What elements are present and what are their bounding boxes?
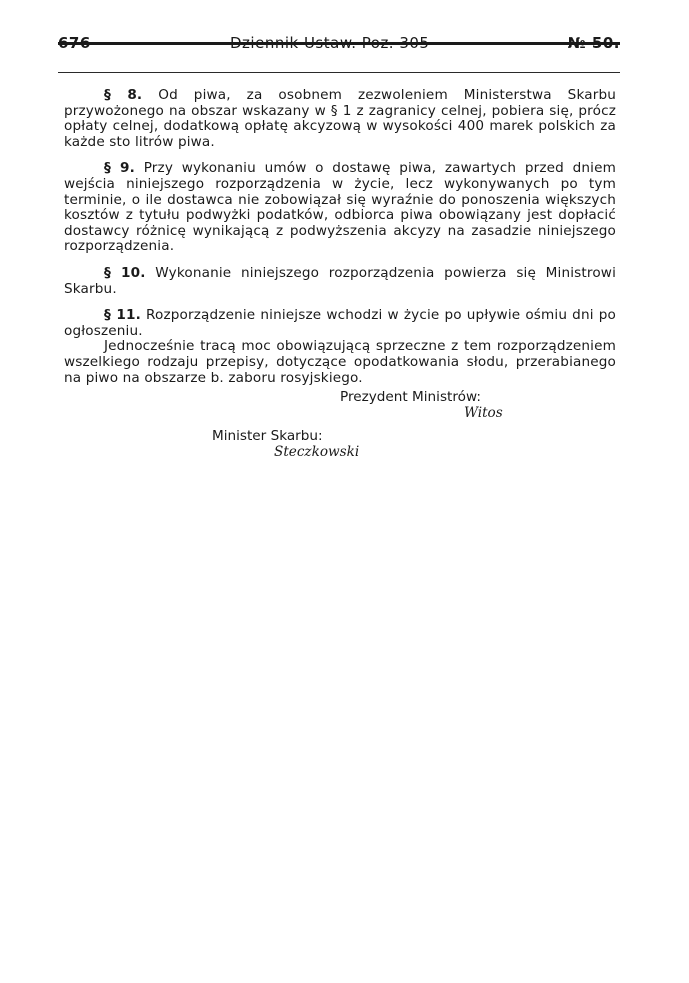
section-marker: § 11. [104,307,141,324]
section-marker: § 9. [104,160,135,177]
document-body [64,88,616,397]
journal-title: Dziennik Ustaw. Poz. 305 [230,34,430,52]
section-marker: § 8. [104,87,143,103]
minister-name: Steczkowski [274,444,360,460]
header-divider [58,72,620,73]
paragraph-text: Przy wykonaniu umów o dostawę piwa, zawartych przed dniem wejścia niniejszego rozporządzenia w życie, lecz wykonywanych po tym terminie, o ile dostawca nie zobowiązał się wyraźnie do ponoszenia większych kosztów z tytułu podwyżki podatków, odbiorca piwa obowiązany jest dopłacić dostawcy różnicę wynikającą z podwyższenia akcyzy na zasadzie niniejszego rozporządzenia. [64,160,616,255]
minister-role: Minister Skarbu: [212,428,323,444]
issue-number: № 50. [567,34,620,52]
page-number: 676 [58,34,91,52]
paragraph-text: Od piwa, za osobnem zezwoleniem Ministerstwa Skarbu przywożonego na obszar wskazany w § 1 z zagranicy celnej, pobiera się, prócz opłaty celnej, dodatkową opłatę akcyzową w wysokości 400 marek polskich za każde sto litrów piwa. [64,87,616,150]
section-marker: § 10. [104,264,146,281]
paragraph-text: Rozporządzenie niniejsze wchodzi w życie po upływie ośmiu dni po ogłoszeniu. [64,307,616,339]
page-header [58,34,620,56]
signature-minister [212,428,392,460]
paragraph-section-10 [64,266,616,297]
president-name: Witos [464,405,503,421]
president-role: Prezydent Ministrów: [340,389,481,405]
paragraph-text: Wykonanie niniejszego rozporządzenia powierza się Ministrowi Skarbu. [64,264,616,297]
paragraph-section-8 [64,88,616,150]
paragraph-text: Jednocześnie tracą moc obowiązującą sprzeczne z tem rozporządzeniem wszelkiego rodzaju przepisy, dotyczące opodatkowania słodu, przerabianego na piwo na obszarze b. zaboru rosyjskiego. [64,338,616,386]
paragraph-section-9 [64,161,616,255]
signature-president [340,389,520,421]
paragraph-repeal [64,339,616,386]
paragraph-section-11 [64,308,616,339]
